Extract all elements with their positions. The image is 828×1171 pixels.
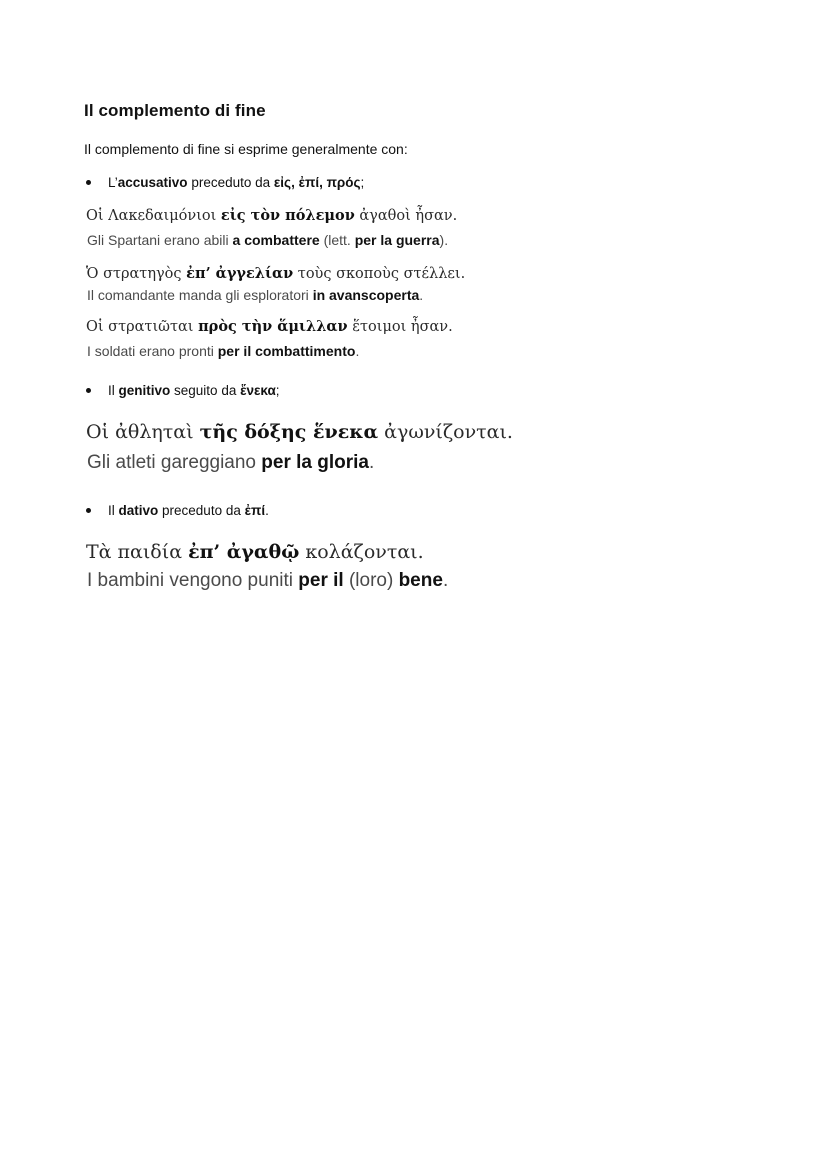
italian-translation-3: I soldati erano pronti per il combattimento. bbox=[87, 343, 360, 359]
greek-example-3: Οἱ στρατιῶται πρὸς τὴν ἅμιλλαν ἕτοιμοι ἦσαν. bbox=[86, 318, 453, 335]
bullet-item-genitivo bbox=[84, 383, 280, 398]
greek-example-4: Οἱ ἀθληταὶ τῆς δόξης ἕνεκα ἀγωνίζονται. bbox=[86, 421, 513, 443]
bullet-dot-icon bbox=[86, 388, 91, 393]
bullet-case: accusativo bbox=[117, 175, 188, 190]
bullet-item-dativo bbox=[84, 503, 269, 518]
bullet-text: Il genitivo seguito da ἕνεκα; bbox=[108, 383, 280, 398]
bullet-greek: ἕνεκα bbox=[240, 383, 276, 398]
bullet-greek: ἐπί bbox=[244, 503, 266, 518]
bullet-dot-icon bbox=[86, 508, 91, 513]
bullet-case: dativo bbox=[118, 503, 159, 518]
italian-translation-2: Il comandante manda gli esploratori in avanscoperta. bbox=[87, 287, 424, 303]
bullet-text: Il dativo preceduto da ἐπί. bbox=[108, 503, 269, 518]
italian-translation-4: Gli atleti gareggiano per la gloria. bbox=[87, 452, 375, 473]
greek-example-5: Τὰ παιδία ἐπ’ ἀγαθῷ κολάζονται. bbox=[86, 541, 424, 563]
greek-example-2: Ὁ στρατηγὸς ἐπ’ ἀγγελίαν τοὺς σκοποὺς στέλλει. bbox=[86, 265, 466, 282]
intro-paragraph: Il complemento di fine si esprime generalmente con: bbox=[84, 141, 408, 157]
italian-translation-5: I bambini vengono puniti per il (loro) bene. bbox=[87, 570, 449, 591]
bullet-dot-icon bbox=[86, 180, 91, 185]
italian-translation-1: Gli Spartani erano abili a combattere (lett. per la guerra). bbox=[87, 232, 449, 248]
bullet-item-accusativo bbox=[84, 175, 364, 190]
greek-example-1: Οἱ Λακεδαιμόνιοι εἰς τὸν πόλεμον ἀγαθοὶ ἦσαν. bbox=[86, 207, 458, 224]
bullet-text: L’accusativo preceduto da εἰς, ἐπί, πρός; bbox=[108, 175, 365, 190]
bullet-greek: εἰς, ἐπί, πρός bbox=[273, 175, 361, 190]
bullet-case: genitivo bbox=[118, 383, 171, 398]
page-title: Il complemento di fine bbox=[84, 101, 266, 120]
